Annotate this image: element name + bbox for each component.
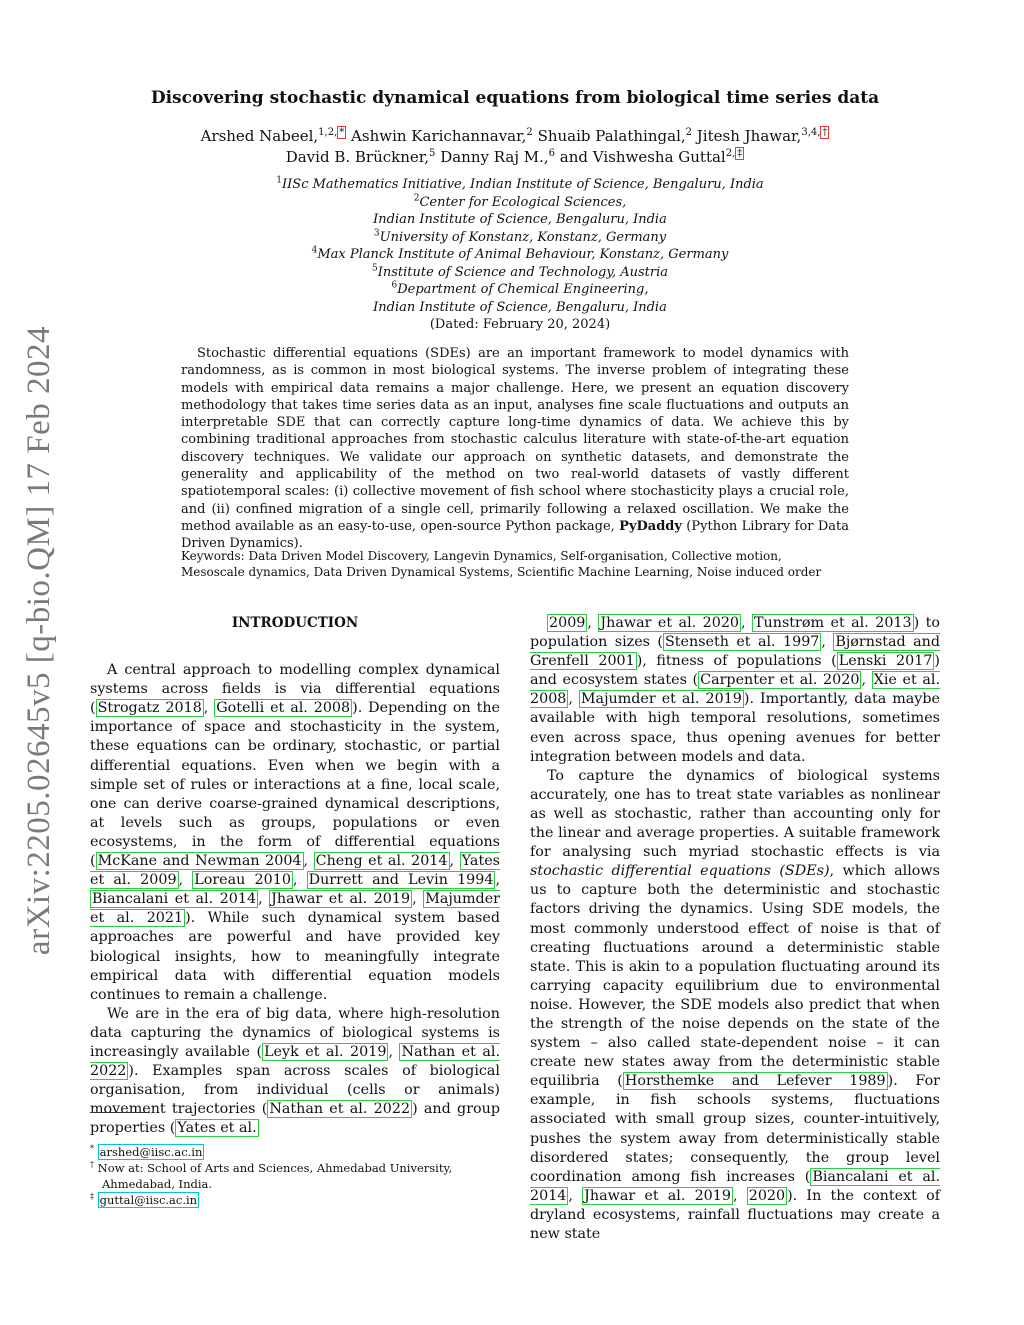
author-name: Jitesh Jhawar, xyxy=(696,127,802,145)
citation-link[interactable]: Xie et al. 2008 xyxy=(530,672,940,708)
footnote xyxy=(90,1160,500,1192)
footnote-link[interactable]: † xyxy=(822,127,828,138)
citation-link[interactable]: Nathan et al. 2022 xyxy=(269,1101,411,1118)
author xyxy=(697,127,830,145)
footnote-text: Now at: School of Arts and Sciences, Ahmedabad University, Ahmedabad, India. xyxy=(97,1161,453,1191)
column-right xyxy=(530,614,940,1244)
affiliations xyxy=(200,176,840,334)
citation-link[interactable]: Biancalani et al. 2014 xyxy=(92,891,257,908)
affiliation-line xyxy=(200,246,840,264)
affiliation-text: Indian Institute of Science, Bengaluru, India xyxy=(373,212,667,227)
abstract: Stochastic differential equations (SDEs) are an important framework to model dynamics with randomness, as is common in most biological systems. The inverse problem of integrating these models with empirical data remains a major challenge. Here, we present an equation discovery methodology that takes time series data as an input, analyses fine scale fluctuations and outputs an interpretable SDE that can correctly capture long-time dynamics of data. We achieve this by combining traditional approaches from stochastic calculus literature with state-of-the-art equation discovery techniques. We validate our approach on synthetic datasets, and demonstrate the generality and applicability of the method on two real-world datasets of vastly different spatiotemporal scales: (i) collective movement of fish school where stochasticity plays a crucial role, and (ii) confined migration of a single cell, primarily following a relaxed oscillation. We make the method available as an easy-to-use, open-source Python package, PyDaddy (Python Library for Data Driven Dynamics). xyxy=(181,346,849,552)
citation-link[interactable]: Gotelli et al. 2008 xyxy=(216,700,351,717)
author-name: Shuaib Palathingal, xyxy=(537,127,686,145)
affiliation-lines xyxy=(200,176,840,316)
keywords: Keywords: Data Driven Model Discovery, Langevin Dynamics, Self-organisation, Collective motion, Mesoscale dynamics, Data Driven Dynamical Systems, Scientific Machine Learning, Noise induced order xyxy=(181,549,822,579)
citation-link[interactable]: Leyk et al. 2019 xyxy=(264,1043,387,1060)
citation-link[interactable]: 2009 xyxy=(549,615,586,631)
citation-link[interactable]: Lenski 2017 xyxy=(838,653,933,670)
citation-link[interactable]: Stenseth et al. 1997 xyxy=(664,634,820,651)
author xyxy=(440,148,555,166)
affiliation-text: Max Planck Institute of Animal Behaviour, Konstanz, Germany xyxy=(317,247,729,262)
citation-link[interactable]: McKane and Newman 2004 xyxy=(97,853,302,870)
author-affil-sup: 2 xyxy=(526,127,533,138)
citation-link[interactable]: Horsthemke and Lefever 1989 xyxy=(624,1073,886,1090)
paragraph: A central approach to modelling complex dynamical systems across fields is via differential equations ( Strogatz 2018 , Gotelli et al. 2008 ). Depending on the importance of space and stochasticity in the system, these equations can be ordinary, stochastic, or partial differential equations. Even when we begin with a simple set of rules or interactions at a fine, local scale, one can derive coarse-grained dynamical descriptions, at levels such as groups, populations or even ecosystems, in the form of differential equations ( McKane and Newman 2004 , Cheng et al. 2014 , Yates et al. 2009 , Loreau 2010 , Durrett and Levin 1994 , Biancalani et al. 2014 , Jhawar et al. 2019 , Majumder et al. 2021 ). While such dynamical system based approaches are powerful and have provided key biological insights, how to meaningfully integrate empirical data with differential equation models continues to remain a challenge. xyxy=(90,662,501,1003)
arxiv-stamp-text: arXiv:2205.02645v5 [q-bio.QM] 17 Feb 2024 xyxy=(21,325,58,955)
affiliation-text: University of Konstanz, Konstanz, Germany xyxy=(379,229,667,245)
author-affil-sup: 2 xyxy=(685,127,693,138)
citation-link[interactable]: Jhawar et al. 2020 xyxy=(600,615,740,631)
email-link[interactable]: arshed@iisc.ac.in xyxy=(99,1145,203,1159)
citation-link[interactable]: Yates et al. xyxy=(177,1120,257,1137)
affiliation-sup: 2 xyxy=(413,193,420,204)
affiliation-line xyxy=(200,229,840,247)
affiliation-line xyxy=(200,264,840,282)
affiliation-sup: 3 xyxy=(373,228,380,239)
email-link[interactable]: guttal@iisc.ac.in xyxy=(99,1193,198,1207)
affiliation-sup: 4 xyxy=(311,245,318,256)
footnote-link[interactable]: ‡ xyxy=(737,148,743,159)
author-affil-sup: 6 xyxy=(548,148,556,159)
citation-link[interactable]: Tunstrøm et al. 2013 xyxy=(754,615,912,631)
author-affil-sup: 1,2, xyxy=(318,127,338,138)
affiliation-line xyxy=(200,299,840,317)
footnote xyxy=(90,1144,500,1160)
author xyxy=(201,127,347,145)
author xyxy=(286,148,436,166)
affiliation-text: Center for Ecological Sciences, xyxy=(419,194,627,210)
affiliation-sup: 1 xyxy=(276,175,283,186)
abstract-text: Stochastic differential equations (SDEs) are an important framework to model dynamics with randomness, as is common in most biological systems. The inverse problem of integrating these models with empirical data remains a major challenge. Here, we present an equation discovery methodology that takes time series data as an input, analyses fine scale fluctuations and outputs an interpretable SDE that can correctly capture long-time dynamics of data. We achieve this by combining traditional approaches from stochastic calculus literature with state-of-the-art equation discovery techniques. We validate our approach on synthetic datasets, and demonstrate the generality and applicability of the method on two real-world datasets of vastly different spatiotemporal scales: (i) collective movement of fish school where stochasticity plays a crucial role, and (ii) confined migration of a single cell, primarily following a relaxed oscillation. We make the method available as an easy-to-use, open-source Python package, xyxy=(181,346,849,534)
author-affil-sup: 3,4, xyxy=(801,127,821,138)
citation-link[interactable]: Majumder et al. 2019 xyxy=(580,691,742,708)
affiliation-text: Department of Chemical Engineering, xyxy=(397,282,649,297)
author-name: David B. Brückner, xyxy=(285,148,430,166)
citation-link[interactable]: Durrett and Levin 1994 xyxy=(308,872,494,889)
citation-link[interactable]: Biancalani et al. 2014 xyxy=(530,1168,940,1204)
paragraph: 2009 , Jhawar et al. 2020 , Tunstrøm et al. 2013 ) to population sizes ( Stenseth et al. 1997 , Bjørnstad and Grenfell 2001 ), fitness of populations ( Lenski 2017 ) and ecosystem states ( Carpenter et al. 2020 , Xie et al. 2008 , Majumder et al. 2019 ). Importantly, data maybe available with high temporal resolutions, sometimes even across space, thus opening avenues for better integration between models and data. xyxy=(530,615,940,765)
author-affil-sup: 2, xyxy=(725,148,736,159)
footnote xyxy=(90,1192,500,1208)
affiliation-sup: 6 xyxy=(391,280,398,291)
affiliation-line xyxy=(200,281,840,299)
citation-link[interactable]: Jhawar et al. 2019 xyxy=(271,891,411,908)
author xyxy=(538,127,692,145)
author-affil-sup: 5 xyxy=(429,148,436,159)
affiliation-text: Institute of Science and Technology, Austria xyxy=(377,264,668,280)
package-expansion: Python Library for Data Driven Dynamics xyxy=(181,518,849,552)
author xyxy=(560,148,744,166)
column-right-body xyxy=(530,614,940,1244)
footnote-mark: ‡ xyxy=(90,1192,94,1202)
footnote-rule xyxy=(90,1112,150,1113)
emphasis: stochastic differential equations (SDEs) xyxy=(530,863,830,880)
affiliation-line xyxy=(200,211,840,229)
author-list xyxy=(180,126,850,168)
affiliation-text: IISc Mathematics Initiative, Indian Institute of Science, Bengaluru, India xyxy=(282,177,764,192)
citation-link[interactable]: Strogatz 2018 xyxy=(97,700,202,717)
footnote-link[interactable]: * xyxy=(339,127,345,138)
citation-link[interactable]: Bjørnstad and Grenfell 2001 xyxy=(530,634,940,670)
citation-link[interactable]: Jhawar et al. 2019 xyxy=(584,1187,731,1204)
citation-link[interactable]: Yates et al. 2009 xyxy=(90,853,501,889)
column-left xyxy=(90,614,500,1138)
author xyxy=(351,127,533,145)
affiliation-line xyxy=(200,176,840,194)
paper-title: Discovering stochastic dynamical equations from biological time series data xyxy=(150,88,880,108)
section-heading-introduction: INTRODUCTION xyxy=(231,615,359,631)
affiliation-text: Indian Institute of Science, Bengaluru, India xyxy=(373,299,667,315)
column-left-body xyxy=(90,661,500,1138)
dated-line: (Dated: February 20, 2024) xyxy=(429,317,611,332)
affiliation-line xyxy=(200,194,840,212)
citation-link[interactable]: Carpenter et al. 2020 xyxy=(700,672,860,689)
package-name: PyDaddy xyxy=(619,518,682,534)
paragraph: To capture the dynamics of biological systems accurately, one has to treat state variables as nonlinear as well as stochastic, rather than accounting only for the linear and average properties. A suitable framework for analysing such myriad stochastic effects is via stochastic differential equations (SDEs), which allows us to capture both the deterministic and stochastic factors driving the dynamics. Using SDE models, the most commonly understood effect of noise is that of creating fluctuations around a deterministic stable state. This is akin to a population fluctuating around its carrying capacity equilibrium due to environmental noise. However, the SDE models also predict that when the strength of the noise depends on the state of the system – also called state-dependent noise – it can create new states away from the deterministic stable equilibria ( Horsthemke and Lefever 1989 ). For example, in fish schools systems, fluctuations associated with small group sizes, counter-intuitively, pushes the system away from deterministically stable disordered states; consequently, the group level coordination among fish increases ( Biancalani et al. 2014 , Jhawar et al. 2019 , 2020 ). In the context of dryland ecosystems, rainfall fluctuations may create a new state xyxy=(530,767,941,1242)
affiliation-sup: 5 xyxy=(372,263,378,274)
paragraph: We are in the era of big data, where high-resolution data capturing the dynamics of biological systems is increasingly available ( Leyk et al. 2019 , Nathan et al. 2022 ). Examples span across scales of biological organisation, from individual (cells or animals) movement trajectories ( Nathan et al. 2022 ) and group properties ( Yates et al. xyxy=(90,1005,501,1137)
citation-link[interactable]: Loreau 2010 xyxy=(194,872,291,889)
author-name: Ashwin Karichannavar, xyxy=(351,127,527,145)
author-name: Arshed Nabeel, xyxy=(200,127,319,145)
footnote-mark: * xyxy=(90,1144,94,1154)
citation-link[interactable]: Cheng et al. 2014 xyxy=(315,853,448,870)
citation-link[interactable]: Majumder et al. 2021 xyxy=(90,891,500,927)
arxiv-stamp xyxy=(12,320,68,960)
author-name: Danny Raj M., xyxy=(440,148,549,166)
footnotes xyxy=(90,1144,500,1208)
citation-link[interactable]: Nathan et al. 2022 xyxy=(90,1043,501,1080)
author-name: and Vishwesha Guttal xyxy=(559,148,726,166)
citation-link[interactable]: 2020 xyxy=(748,1187,786,1204)
footnote-mark: † xyxy=(90,1160,94,1170)
